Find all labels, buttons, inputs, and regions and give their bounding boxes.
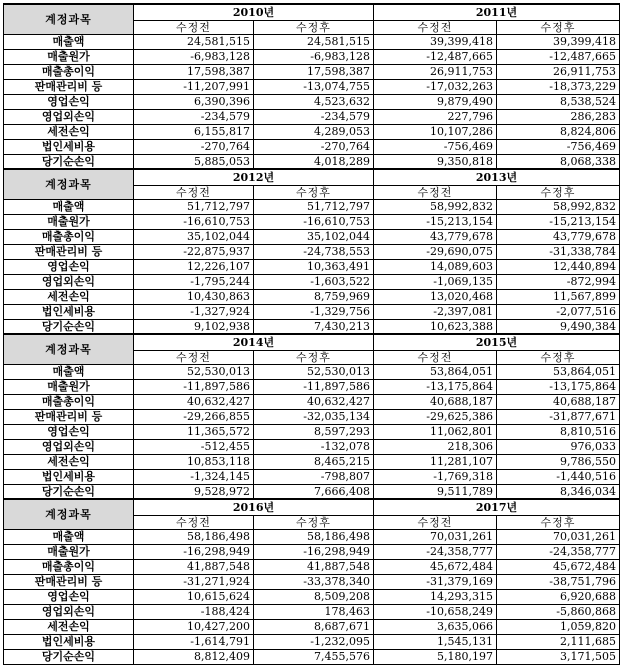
- block-year-row: [4, 499, 620, 515]
- value-cell: -13,074,755: [254, 79, 374, 94]
- value-cell: 5,180,197: [374, 649, 497, 664]
- year-header: 2013년: [374, 169, 620, 185]
- value-cell: -270,764: [254, 139, 374, 154]
- value-cell: 53,864,051: [374, 364, 497, 379]
- table-row: [4, 469, 620, 484]
- value-cell: 7,430,213: [254, 319, 374, 334]
- table-row: [4, 589, 620, 604]
- value-cell: 8,812,409: [134, 649, 254, 664]
- value-cell: -1,232,095: [254, 634, 374, 649]
- account-label: 판매관리비 등: [4, 409, 134, 424]
- account-label: 법인세비용: [4, 139, 134, 154]
- after-restatement-header: 수정후: [254, 185, 374, 199]
- value-cell: -31,877,671: [497, 409, 620, 424]
- value-cell: 10,107,286: [374, 124, 497, 139]
- account-column-header: 계정과목: [4, 4, 134, 34]
- account-label: 판매관리비 등: [4, 244, 134, 259]
- value-cell: 6,155,817: [134, 124, 254, 139]
- value-cell: 8,346,034: [497, 484, 620, 499]
- value-cell: -24,738,553: [254, 244, 374, 259]
- value-cell: 11,365,572: [134, 424, 254, 439]
- account-label: 매출원가: [4, 49, 134, 64]
- table-row: [4, 259, 620, 274]
- account-label: 세전손익: [4, 454, 134, 469]
- table-row: [4, 139, 620, 154]
- value-cell: 9,528,972: [134, 484, 254, 499]
- value-cell: -31,379,169: [374, 574, 497, 589]
- account-label: 당기순손익: [4, 154, 134, 169]
- value-cell: 10,430,863: [134, 289, 254, 304]
- value-cell: -32,035,134: [254, 409, 374, 424]
- table-row: [4, 319, 620, 334]
- value-cell: 6,920,688: [497, 589, 620, 604]
- before-restatement-header: 수정전: [134, 20, 254, 34]
- account-label: 매출액: [4, 34, 134, 49]
- account-label: 세전손익: [4, 124, 134, 139]
- value-cell: 45,672,484: [374, 559, 497, 574]
- value-cell: 14,293,315: [374, 589, 497, 604]
- before-restatement-header: 수정전: [374, 20, 497, 34]
- table-row: [4, 199, 620, 214]
- value-cell: 35,102,044: [134, 229, 254, 244]
- account-label: 법인세비용: [4, 304, 134, 319]
- table-row: [4, 439, 620, 454]
- account-label: 매출총이익: [4, 64, 134, 79]
- account-label: 판매관리비 등: [4, 574, 134, 589]
- value-cell: -188,424: [134, 604, 254, 619]
- value-cell: -1,324,145: [134, 469, 254, 484]
- value-cell: -29,625,386: [374, 409, 497, 424]
- value-cell: 1,545,131: [374, 634, 497, 649]
- table-row: [4, 484, 620, 499]
- value-cell: 9,350,818: [374, 154, 497, 169]
- table-row: [4, 364, 620, 379]
- value-cell: -15,213,154: [374, 214, 497, 229]
- value-cell: 5,885,053: [134, 154, 254, 169]
- year-header: 2011년: [374, 4, 620, 20]
- value-cell: 9,511,789: [374, 484, 497, 499]
- value-cell: 9,879,490: [374, 94, 497, 109]
- value-cell: 13,020,468: [374, 289, 497, 304]
- value-cell: -11,897,586: [254, 379, 374, 394]
- value-cell: -10,658,249: [374, 604, 497, 619]
- value-cell: 43,779,678: [497, 229, 620, 244]
- value-cell: -1,069,135: [374, 274, 497, 289]
- block-year-row: [4, 334, 620, 350]
- value-cell: -1,327,924: [134, 304, 254, 319]
- value-cell: 10,853,118: [134, 454, 254, 469]
- value-cell: -2,397,081: [374, 304, 497, 319]
- value-cell: 24,581,515: [134, 34, 254, 49]
- account-label: 법인세비용: [4, 634, 134, 649]
- table-row: [4, 289, 620, 304]
- value-cell: 178,463: [254, 604, 374, 619]
- after-restatement-header: 수정후: [254, 20, 374, 34]
- value-cell: -1,769,318: [374, 469, 497, 484]
- account-label: 영업외손익: [4, 109, 134, 124]
- account-label: 영업손익: [4, 589, 134, 604]
- value-cell: -6,983,128: [254, 49, 374, 64]
- value-cell: 58,992,832: [374, 199, 497, 214]
- value-cell: 8,810,516: [497, 424, 620, 439]
- value-cell: 286,283: [497, 109, 620, 124]
- value-cell: 24,581,515: [254, 34, 374, 49]
- value-cell: -756,469: [374, 139, 497, 154]
- before-restatement-header: 수정전: [134, 515, 254, 529]
- value-cell: 7,666,408: [254, 484, 374, 499]
- value-cell: -1,440,516: [497, 469, 620, 484]
- value-cell: 58,992,832: [497, 199, 620, 214]
- account-label: 매출액: [4, 529, 134, 544]
- before-restatement-header: 수정전: [134, 350, 254, 364]
- value-cell: 8,687,671: [254, 619, 374, 634]
- value-cell: -31,271,924: [134, 574, 254, 589]
- value-cell: 58,186,498: [254, 529, 374, 544]
- value-cell: 41,887,548: [134, 559, 254, 574]
- value-cell: -5,860,868: [497, 604, 620, 619]
- table-row: [4, 64, 620, 79]
- value-cell: 218,306: [374, 439, 497, 454]
- account-label: 매출원가: [4, 379, 134, 394]
- block-year-row: [4, 4, 620, 20]
- value-cell: -18,373,229: [497, 79, 620, 94]
- table-row: [4, 544, 620, 559]
- table-row: [4, 529, 620, 544]
- value-cell: -1,603,522: [254, 274, 374, 289]
- value-cell: 3,635,066: [374, 619, 497, 634]
- after-restatement-header: 수정후: [254, 350, 374, 364]
- account-label: 영업손익: [4, 424, 134, 439]
- value-cell: -11,207,991: [134, 79, 254, 94]
- value-cell: 9,786,550: [497, 454, 620, 469]
- after-restatement-header: 수정후: [497, 185, 620, 199]
- value-cell: -31,338,784: [497, 244, 620, 259]
- table-row: [4, 49, 620, 64]
- value-cell: 8,597,293: [254, 424, 374, 439]
- year-header: 2015년: [374, 334, 620, 350]
- value-cell: 7,455,576: [254, 649, 374, 664]
- value-cell: -512,455: [134, 439, 254, 454]
- table-row: [4, 244, 620, 259]
- account-label: 세전손익: [4, 619, 134, 634]
- account-label: 영업외손익: [4, 604, 134, 619]
- value-cell: -234,579: [134, 109, 254, 124]
- account-label: 매출원가: [4, 214, 134, 229]
- value-cell: 11,567,899: [497, 289, 620, 304]
- value-cell: -16,610,753: [254, 214, 374, 229]
- value-cell: 26,911,753: [374, 64, 497, 79]
- value-cell: 10,615,624: [134, 589, 254, 604]
- table-row: [4, 559, 620, 574]
- value-cell: -13,175,864: [497, 379, 620, 394]
- value-cell: 53,864,051: [497, 364, 620, 379]
- financial-restatement-table: [3, 3, 620, 665]
- value-cell: -872,994: [497, 274, 620, 289]
- value-cell: 41,887,548: [254, 559, 374, 574]
- table-body: [4, 4, 620, 664]
- account-label: 영업손익: [4, 94, 134, 109]
- value-cell: 17,598,387: [254, 64, 374, 79]
- after-restatement-header: 수정후: [497, 350, 620, 364]
- value-cell: 10,363,491: [254, 259, 374, 274]
- account-label: 매출액: [4, 199, 134, 214]
- account-label: 당기순손익: [4, 484, 134, 499]
- value-cell: 40,688,187: [497, 394, 620, 409]
- table-row: [4, 304, 620, 319]
- value-cell: -12,487,665: [497, 49, 620, 64]
- before-restatement-header: 수정전: [374, 350, 497, 364]
- account-label: 매출액: [4, 364, 134, 379]
- value-cell: 227,796: [374, 109, 497, 124]
- table-row: [4, 424, 620, 439]
- value-cell: -29,266,855: [134, 409, 254, 424]
- value-cell: 8,759,969: [254, 289, 374, 304]
- value-cell: 8,465,215: [254, 454, 374, 469]
- value-cell: -270,764: [134, 139, 254, 154]
- table-row: [4, 229, 620, 244]
- value-cell: 2,111,685: [497, 634, 620, 649]
- account-column-header: 계정과목: [4, 169, 134, 199]
- after-restatement-header: 수정후: [254, 515, 374, 529]
- value-cell: 39,399,418: [497, 34, 620, 49]
- value-cell: 4,289,053: [254, 124, 374, 139]
- value-cell: -16,298,949: [134, 544, 254, 559]
- value-cell: 17,598,387: [134, 64, 254, 79]
- table-row: [4, 619, 620, 634]
- year-header: 2010년: [134, 4, 374, 20]
- value-cell: 70,031,261: [497, 529, 620, 544]
- value-cell: 9,490,384: [497, 319, 620, 334]
- account-column-header: 계정과목: [4, 499, 134, 529]
- table-row: [4, 154, 620, 169]
- account-label: 판매관리비 등: [4, 79, 134, 94]
- table-row: [4, 394, 620, 409]
- value-cell: -33,378,340: [254, 574, 374, 589]
- value-cell: 40,632,427: [134, 394, 254, 409]
- account-label: 당기순손익: [4, 319, 134, 334]
- before-restatement-header: 수정전: [134, 185, 254, 199]
- before-restatement-header: 수정전: [374, 515, 497, 529]
- table-row: [4, 79, 620, 94]
- table-row: [4, 409, 620, 424]
- value-cell: 52,530,013: [134, 364, 254, 379]
- value-cell: -24,358,777: [497, 544, 620, 559]
- account-label: 법인세비용: [4, 469, 134, 484]
- value-cell: -16,610,753: [134, 214, 254, 229]
- value-cell: 52,530,013: [254, 364, 374, 379]
- table-row: [4, 34, 620, 49]
- value-cell: -234,579: [254, 109, 374, 124]
- value-cell: 976,033: [497, 439, 620, 454]
- value-cell: 4,018,289: [254, 154, 374, 169]
- value-cell: 8,509,208: [254, 589, 374, 604]
- value-cell: 4,523,632: [254, 94, 374, 109]
- table-row: [4, 94, 620, 109]
- value-cell: 8,538,524: [497, 94, 620, 109]
- account-label: 매출총이익: [4, 394, 134, 409]
- table-row: [4, 274, 620, 289]
- table-row: [4, 649, 620, 664]
- block-year-row: [4, 169, 620, 185]
- value-cell: -6,983,128: [134, 49, 254, 64]
- value-cell: 10,427,200: [134, 619, 254, 634]
- value-cell: 8,068,338: [497, 154, 620, 169]
- value-cell: -17,032,263: [374, 79, 497, 94]
- value-cell: -756,469: [497, 139, 620, 154]
- value-cell: 39,399,418: [374, 34, 497, 49]
- value-cell: -22,875,937: [134, 244, 254, 259]
- value-cell: 26,911,753: [497, 64, 620, 79]
- value-cell: 45,672,484: [497, 559, 620, 574]
- year-header: 2016년: [134, 499, 374, 515]
- year-header: 2012년: [134, 169, 374, 185]
- after-restatement-header: 수정후: [497, 515, 620, 529]
- value-cell: -1,795,244: [134, 274, 254, 289]
- table-row: [4, 124, 620, 139]
- value-cell: 6,390,396: [134, 94, 254, 109]
- value-cell: -2,077,516: [497, 304, 620, 319]
- value-cell: 12,226,107: [134, 259, 254, 274]
- value-cell: -16,298,949: [254, 544, 374, 559]
- value-cell: 8,824,806: [497, 124, 620, 139]
- value-cell: 70,031,261: [374, 529, 497, 544]
- account-column-header: 계정과목: [4, 334, 134, 364]
- value-cell: -12,487,665: [374, 49, 497, 64]
- value-cell: 3,171,505: [497, 649, 620, 664]
- value-cell: 40,688,187: [374, 394, 497, 409]
- value-cell: -11,897,586: [134, 379, 254, 394]
- value-cell: -132,078: [254, 439, 374, 454]
- value-cell: -1,329,756: [254, 304, 374, 319]
- after-restatement-header: 수정후: [497, 20, 620, 34]
- account-label: 영업외손익: [4, 439, 134, 454]
- value-cell: 10,623,388: [374, 319, 497, 334]
- value-cell: 11,281,107: [374, 454, 497, 469]
- year-header: 2014년: [134, 334, 374, 350]
- value-cell: 51,712,797: [134, 199, 254, 214]
- value-cell: 12,440,894: [497, 259, 620, 274]
- value-cell: -1,614,791: [134, 634, 254, 649]
- before-restatement-header: 수정전: [374, 185, 497, 199]
- account-label: 영업외손익: [4, 274, 134, 289]
- year-header: 2017년: [374, 499, 620, 515]
- value-cell: -13,175,864: [374, 379, 497, 394]
- value-cell: 11,062,801: [374, 424, 497, 439]
- account-label: 당기순손익: [4, 649, 134, 664]
- value-cell: 51,712,797: [254, 199, 374, 214]
- value-cell: 1,059,820: [497, 619, 620, 634]
- value-cell: 14,089,603: [374, 259, 497, 274]
- value-cell: 58,186,498: [134, 529, 254, 544]
- value-cell: 35,102,044: [254, 229, 374, 244]
- account-label: 매출총이익: [4, 229, 134, 244]
- value-cell: -29,690,075: [374, 244, 497, 259]
- value-cell: 40,632,427: [254, 394, 374, 409]
- value-cell: 43,779,678: [374, 229, 497, 244]
- table-row: [4, 214, 620, 229]
- table-row: [4, 379, 620, 394]
- value-cell: 9,102,938: [134, 319, 254, 334]
- table-row: [4, 454, 620, 469]
- account-label: 매출총이익: [4, 559, 134, 574]
- account-label: 세전손익: [4, 289, 134, 304]
- table-row: [4, 574, 620, 589]
- value-cell: -38,751,796: [497, 574, 620, 589]
- value-cell: -798,807: [254, 469, 374, 484]
- table-row: [4, 604, 620, 619]
- table-row: [4, 109, 620, 124]
- account-label: 영업손익: [4, 259, 134, 274]
- account-label: 매출원가: [4, 544, 134, 559]
- value-cell: -15,213,154: [497, 214, 620, 229]
- value-cell: -24,358,777: [374, 544, 497, 559]
